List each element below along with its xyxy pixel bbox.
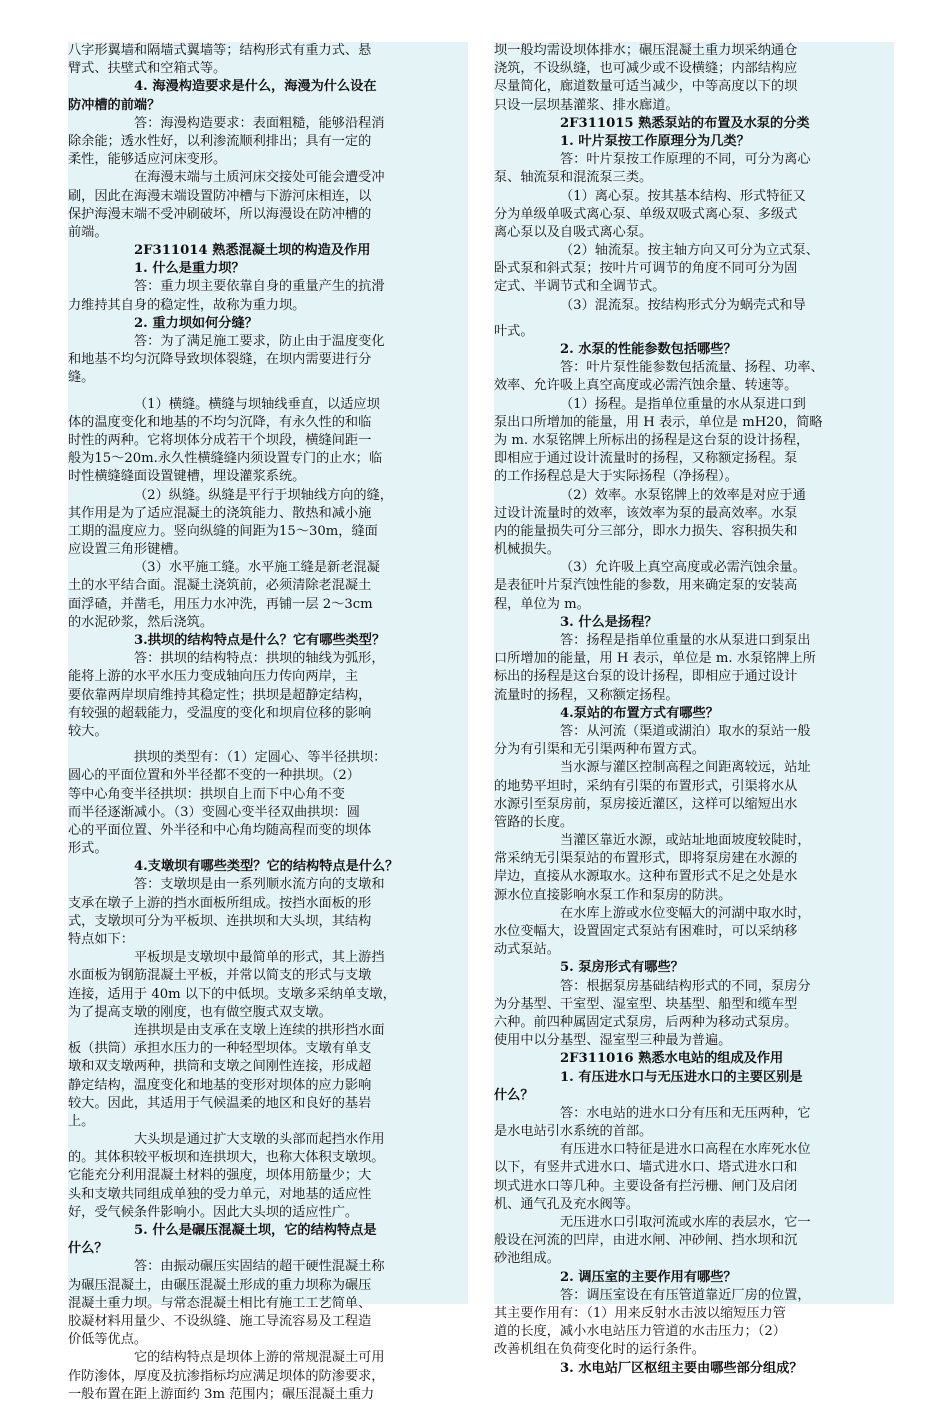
text-line: （1）横缝。横缝与坝轴线垂直，以适应坝	[134, 396, 380, 412]
text-line: 般为15～20m.永久性横缝缝内须设置专门的止水；临	[68, 451, 383, 467]
text-line: 应设置三角形键槽。	[68, 542, 187, 558]
text-line: 水源引至泵房前，泵房接近灌区，这样可以缩短出水	[494, 796, 798, 812]
heading-line: 1. 有压进水口与无压进水口的主要区别是	[560, 1069, 803, 1085]
heading-line: 1. 什么是重力坝？	[134, 261, 245, 277]
text-line: 流量时的扬程，又称额定扬程。	[494, 687, 679, 703]
text-line: 使用中以分基型、湿室型三种最为普遍。	[494, 1033, 732, 1049]
text-line: 在海漫末端与土质河床交接处可能会遭受冲	[134, 170, 385, 186]
text-line: 其主要作用有：（1）用来反射水击波以缩短压力管	[494, 1305, 786, 1321]
text-line: 一般布置在距上游面约 3m 范围内；碾压混凝土重力	[68, 1386, 375, 1402]
text-line: 答：扬程是指单位重量的水从泵进口到泵出	[560, 633, 811, 648]
text-line: 的。其体积较平板坝和连拱坝大，也称大体积支墩坝。	[68, 1150, 385, 1166]
text-line: 面浮碴，并凿毛，用压力水冲洗，再铺一层 2～3cm	[68, 596, 373, 612]
paragraph-gap	[68, 741, 468, 749]
text-line: 墩和双支墩两种，拱筒和支墩之间刚性连接，形成超	[68, 1059, 372, 1075]
text-line: 力维持其自身的稳定性，故称为重力坝。	[68, 297, 306, 313]
text-line: 其作用是为了适应混凝土的浇筑能力、散热和减小施	[68, 505, 372, 521]
text-line: 答：支墩坝是由一系列顺水流方向的支墩和	[134, 877, 385, 893]
text-line: 八字形翼墙和隔墙式翼墙等；结构形式有重力式、悬	[68, 43, 372, 58]
text-line: 答：根据泵房基础结构形式的不同，泵房分	[560, 978, 811, 994]
text-line: 分为有引渠和无引渠两种布置方式。	[494, 742, 705, 758]
text-line: 泵、轴流泵和混流泵三类。	[494, 170, 653, 186]
text-line: 机、通气孔及充水阀等。	[494, 1196, 640, 1212]
text-line: （2）轴流泵。按主轴方向又可分为立式泵、	[560, 243, 819, 259]
text-line: 的工作扬程总是大于实际扬程（净扬程）。	[494, 469, 738, 485]
text-line: 混凝土重力坝。与常态混凝土相比有施工工艺简单、	[68, 1295, 372, 1311]
heading-line: 3.拱坝的结构特点是什么？它有哪些类型？	[134, 633, 386, 648]
text-line: 无压进水口引取河流或水库的表层水，它一	[560, 1215, 811, 1230]
text-line: 只设一层坝基灌浆、排水廊道。	[494, 97, 679, 113]
heading-line: 3. 水电站厂区枢纽主要由哪些部分组成？	[560, 1360, 803, 1376]
text-line: 答：叶片泵性能参数包括流量、扬程、功率、	[560, 360, 824, 376]
text-line: 答：水电站的进水口分有压和无压两种，它	[560, 1105, 811, 1121]
text-line: 在水库上游或水位变幅大的河湖中取水时，	[560, 905, 811, 921]
text-line: 大头坝是通过扩大支墩的头部而起挡水作用	[134, 1132, 385, 1148]
text-line: 好，受气候条件影响小。因此大头坝的适应性广。	[68, 1204, 359, 1220]
text-line: 过设计流量时的效率，该效率为泵的最高效率。水泵	[494, 505, 798, 521]
text-line: 支承在墩子上游的挡水面板所组成。按挡水面板的形	[68, 895, 372, 911]
text-line: 刷，因此在海漫末端设置防冲槽与下游河床相连，以	[68, 188, 372, 204]
text-line: 时性的两种。它将坝体分成若干个坝段，横缝间距一	[68, 432, 372, 448]
text-line: 六种。前四种属固定式泵房，后两种为移动式泵房。	[494, 1014, 798, 1030]
text-line: 岸边，直接从水源取水。这种布置形式不足之处是水	[494, 869, 798, 885]
text-line: 砂池组成。	[494, 1251, 560, 1267]
text-line: （2）纵缝。纵缝是平行于坝轴线方向的缝，	[134, 487, 393, 503]
text-line: （1）离心泵。按其基本结构、形式特征又	[560, 188, 806, 204]
text-line: 浇筑，不设纵缝，也可减少或不设横缝；内部结构应	[494, 61, 798, 77]
text-line: 的水泥砂浆，然后浇筑。	[68, 614, 214, 630]
text-line: 答：海漫构造要求：表面粗糙，能够沿程消	[134, 115, 385, 131]
text-line: 坝一般均需设坝体排水；碾压混凝土重力坝采纳通仓	[494, 43, 798, 58]
text-line: 以下，有竖井式进水口、墙式进水口、塔式进水口和	[494, 1160, 798, 1176]
text-line: 能将上游的水平水压力变成轴向压力传向两岸，主	[68, 669, 359, 685]
text-line: 是水电站引水系统的首部。	[494, 1124, 653, 1140]
heading-line: 5. 泵房形式有哪些？	[560, 960, 684, 976]
text-line: 管路的长度。	[494, 814, 574, 830]
text-line: 形式。	[68, 841, 108, 857]
text-line: 特点如下：	[68, 932, 134, 947]
text-line: 泵出口所增加的能量，用 H 表示，单位是 mH20，简略	[494, 414, 823, 430]
paragraph-gap	[68, 388, 468, 396]
text-line: （3）允许吸上真空高度或必需汽蚀余量。	[560, 560, 806, 576]
text-line: 答：叶片泵按工作原理的不同，可分为离心	[560, 152, 811, 168]
text-line: 土的水平结合面。混凝土浇筑前，必须清除老混凝土	[68, 578, 372, 594]
text-line: 它的结构特点是坝体上游的常规混凝土可用	[134, 1350, 385, 1366]
text-line: 卧式泵和斜式泵；按叶片可调节的角度不同可分为固	[494, 261, 798, 277]
text-line: 时性横缝缝面设置键槽，埋设灌浆系统。	[68, 469, 306, 485]
heading-line: 什么？	[68, 1241, 108, 1257]
text-line: 机械损失。	[494, 542, 560, 558]
text-line: 道的长度，减小水电站压力管道的水击压力；（2）	[494, 1324, 786, 1340]
text-line: 改善机组在负荷变化时的运行条件。	[494, 1342, 705, 1358]
text-line: 水面板为钢筋混凝土平板，并常以简支的形式与支墩	[68, 968, 372, 984]
text-line: 心的平面位置、外半径和中心角均随高程而变的坝体	[68, 822, 372, 838]
text-line: 定式、半调节式和全调节式。	[494, 279, 666, 295]
text-line: 连接，适用于 40m 以下的中低坝。支墩多采纳单支墩，	[68, 986, 396, 1002]
text-line: 胶凝材料用量少、不设纵缝、施工导流容易及工程造	[68, 1313, 372, 1329]
text-line: 头和支墩共同组成单独的受力单元，对地基的适应性	[68, 1186, 372, 1202]
heading-line: 2F311014 熟悉混凝土坝的构造及作用	[134, 243, 371, 259]
text-line: 要依靠两岸坝肩维持其稳定性；拱坝是超静定结构，	[68, 687, 372, 703]
heading-line: 2. 调压室的主要作用有哪些？	[560, 1269, 737, 1285]
heading-line: 1. 叶片泵按工作原理分为几类？	[560, 133, 750, 149]
document-page	[68, 42, 894, 1402]
text-line: 有压进水口特征是进水口高程在水库死水位	[560, 1142, 811, 1158]
text-line: 静定结构，温度变化和地基的变形对坝体的应力影响	[68, 1077, 372, 1093]
text-line: 较大。因此，其适用于气候温柔的地区和良好的基岩	[68, 1095, 372, 1111]
text-line: 是表征叶片泵汽蚀性能的参数，用来确定泵的安装高	[494, 578, 798, 594]
text-line: 常采纳无引渠泵站的布置形式，即将泵房建在水源的	[494, 851, 798, 867]
text-line: 当灌区靠近水源，或站址地面坡度较陡时，	[560, 833, 811, 849]
text-line: （3）混流泵。按结构形式分为蜗壳式和导	[560, 297, 806, 313]
text-line: 圆心的平面位置和外半径都不变的一种拱坝。（2）	[68, 768, 360, 784]
text-line: 般设在河流的凹岸，由进水闸、冲砂闸、挡水坝和沉	[494, 1233, 798, 1249]
text-line: 水位变幅大，设置固定式泵站有困难时，可以采纳移	[494, 924, 798, 939]
text-line: 答：由振动碾压实固结的超干硬性混凝土称	[134, 1259, 385, 1275]
text-line: 和地基不均匀沉降导致坝体裂缝，在坝内需要进行分	[68, 352, 372, 368]
text-line: 效率、允许吸上真空高度或必需汽蚀余量、转速等。	[494, 378, 798, 394]
text-line: 内的能量损失可分三部分，即水力损失、容积损失和	[494, 523, 798, 539]
text-line: 坝式进水口等几种。主要设备有拦污栅、闸门及启闭	[494, 1178, 798, 1194]
text-line: 源水位直接影响水泵工作和泵房的防洪。	[494, 887, 732, 903]
heading-line: 防冲槽的前端？	[68, 97, 161, 113]
text-line: 为了提高支墩的刚度，也有做空腹式双支墩。	[68, 1004, 332, 1020]
text-line: 板（拱筒）承担水压力的一种轻型坝体。支墩有单支	[68, 1041, 372, 1057]
text-line: 等中心角变半径拱坝：拱坝自上而下中心角不变	[68, 786, 345, 802]
text-line: 上。	[68, 1113, 95, 1129]
text-line: 尽量简化，廊道数量可适当减少，中等高度以下的坝	[494, 79, 798, 95]
text-line: 前端。	[68, 224, 108, 240]
text-line: 为分基型、干室型、湿室型、块基型、船型和缆车型	[494, 996, 798, 1012]
text-line: 缝。	[68, 370, 95, 386]
text-line: （2）效率。水泵铭牌上的效率是对应于通	[560, 487, 806, 503]
text-line: （3）水平施工缝。水平施工缝是新老混凝	[134, 560, 380, 576]
heading-line: 4.泵站的布置方式有哪些？	[560, 705, 719, 721]
text-line: 较大。	[68, 723, 108, 739]
text-line: 叶式。	[494, 323, 534, 339]
heading-line: 2. 重力坝如何分缝？	[134, 315, 258, 331]
text-line: 体的温度变化和地基的不均匀沉降，有永久性的和临	[68, 414, 372, 430]
heading-line: 4.支墩坝有哪些类型？它的结构特点是什么？	[134, 859, 399, 875]
text-line: 即相应于通过设计流量时的扬程，又称额定扬程。泵	[494, 451, 798, 467]
text-line: 答：为了满足施工要求，防止由于温度变化	[134, 334, 385, 349]
heading-line: 2F311016 熟悉水电站的组成及作用	[560, 1051, 784, 1067]
text-line: 口所增加的能量，用 H 表示，单位是 m. 水泵铭牌上所	[494, 651, 816, 667]
text-line: 作防渗体，厚度及抗渗指标均应满足坝体的防渗要求，	[68, 1368, 385, 1384]
text-line: 臂式、扶壁式和空箱式等。	[68, 61, 227, 77]
heading-line: 2F311015 熟悉泵站的布置及水泵的分类	[560, 115, 810, 131]
text-line: 为碾压混凝土，由碾压混凝土形成的重力坝称为碾压	[68, 1277, 372, 1293]
text-line: 它能充分利用混凝土材料的强度，坝体用筋量少；大	[68, 1168, 372, 1184]
paragraph-gap	[494, 315, 894, 323]
heading-line: 5. 什么是碾压混凝土坝，它的结构特点是	[134, 1223, 377, 1238]
text-line: 答：调压室设在有压管道靠近厂房的位置，	[560, 1287, 811, 1303]
text-line: 离心泵以及自吸式离心泵。	[494, 224, 653, 240]
text-line: 答：重力坝主要依靠自身的重量产生的抗滑	[134, 279, 385, 295]
text-line: 标出的扬程是这台泵的设计扬程，即相应于通过设计	[494, 669, 798, 685]
text-line: 柔性，能够适应河床变形。	[68, 152, 227, 168]
text-line: 式，支墩坝可分为平板坝、连拱坝和大头坝，其结构	[68, 913, 372, 929]
text-line: 连拱坝是由支承在支墩上连续的拱形挡水面	[134, 1022, 385, 1038]
text-line: （1）扬程。是指单位重量的水从泵进口到	[560, 396, 806, 412]
left-column	[68, 42, 468, 1402]
text-line: 平板坝是支墩坝中最简单的形式，其上游挡	[134, 950, 385, 966]
text-line: 程，单位为 m。	[494, 596, 590, 612]
text-line: 动式泵站。	[494, 942, 560, 958]
text-line: 为 m. 水泵铭牌上所标出的扬程是这台泵的设计扬程，	[494, 432, 810, 448]
heading-line: 4. 海漫构造要求是什么，海漫为什么设在	[134, 79, 377, 95]
text-line: 分为单级单吸式离心泵、单级双吸式离心泵、多级式	[494, 206, 798, 222]
text-line: 而半径逐渐减小。（3）变圆心变半径双曲拱坝：圆	[68, 804, 360, 820]
text-line: 有较强的超载能力，受温度的变化和坝肩位移的影响	[68, 705, 372, 721]
text-line: 除余能；透水性好，以利渗流顺利排出；具有一定的	[68, 133, 372, 149]
text-line: 价低等优点。	[68, 1332, 148, 1348]
heading-line: 2. 水泵的性能参数包括哪些？	[560, 342, 737, 357]
right-column	[494, 42, 894, 1376]
text-line: 保护海漫末端不受冲刷破坏，所以海漫设在防冲槽的	[68, 206, 372, 222]
text-line: 的地势平坦时，采纳有引渠的布置形式，引渠将水从	[494, 778, 798, 794]
text-line: 答：拱坝的结构特点：拱坝的轴线为弧形，	[134, 651, 385, 667]
text-line: 拱坝的类型有：（1）定圆心、等半径拱坝：	[134, 750, 387, 766]
heading-line: 3. 什么是扬程？	[560, 614, 658, 630]
heading-line: 什么？	[494, 1087, 534, 1103]
text-line: 工期的温度应力。竖向纵缝的间距为15～30m，缝面	[68, 523, 378, 539]
text-line: 答：从河流（渠道或湖泊）取水的泵站一般	[560, 723, 811, 739]
text-line: 当水源与灌区控制高程之间距离较远，站址	[560, 760, 811, 776]
